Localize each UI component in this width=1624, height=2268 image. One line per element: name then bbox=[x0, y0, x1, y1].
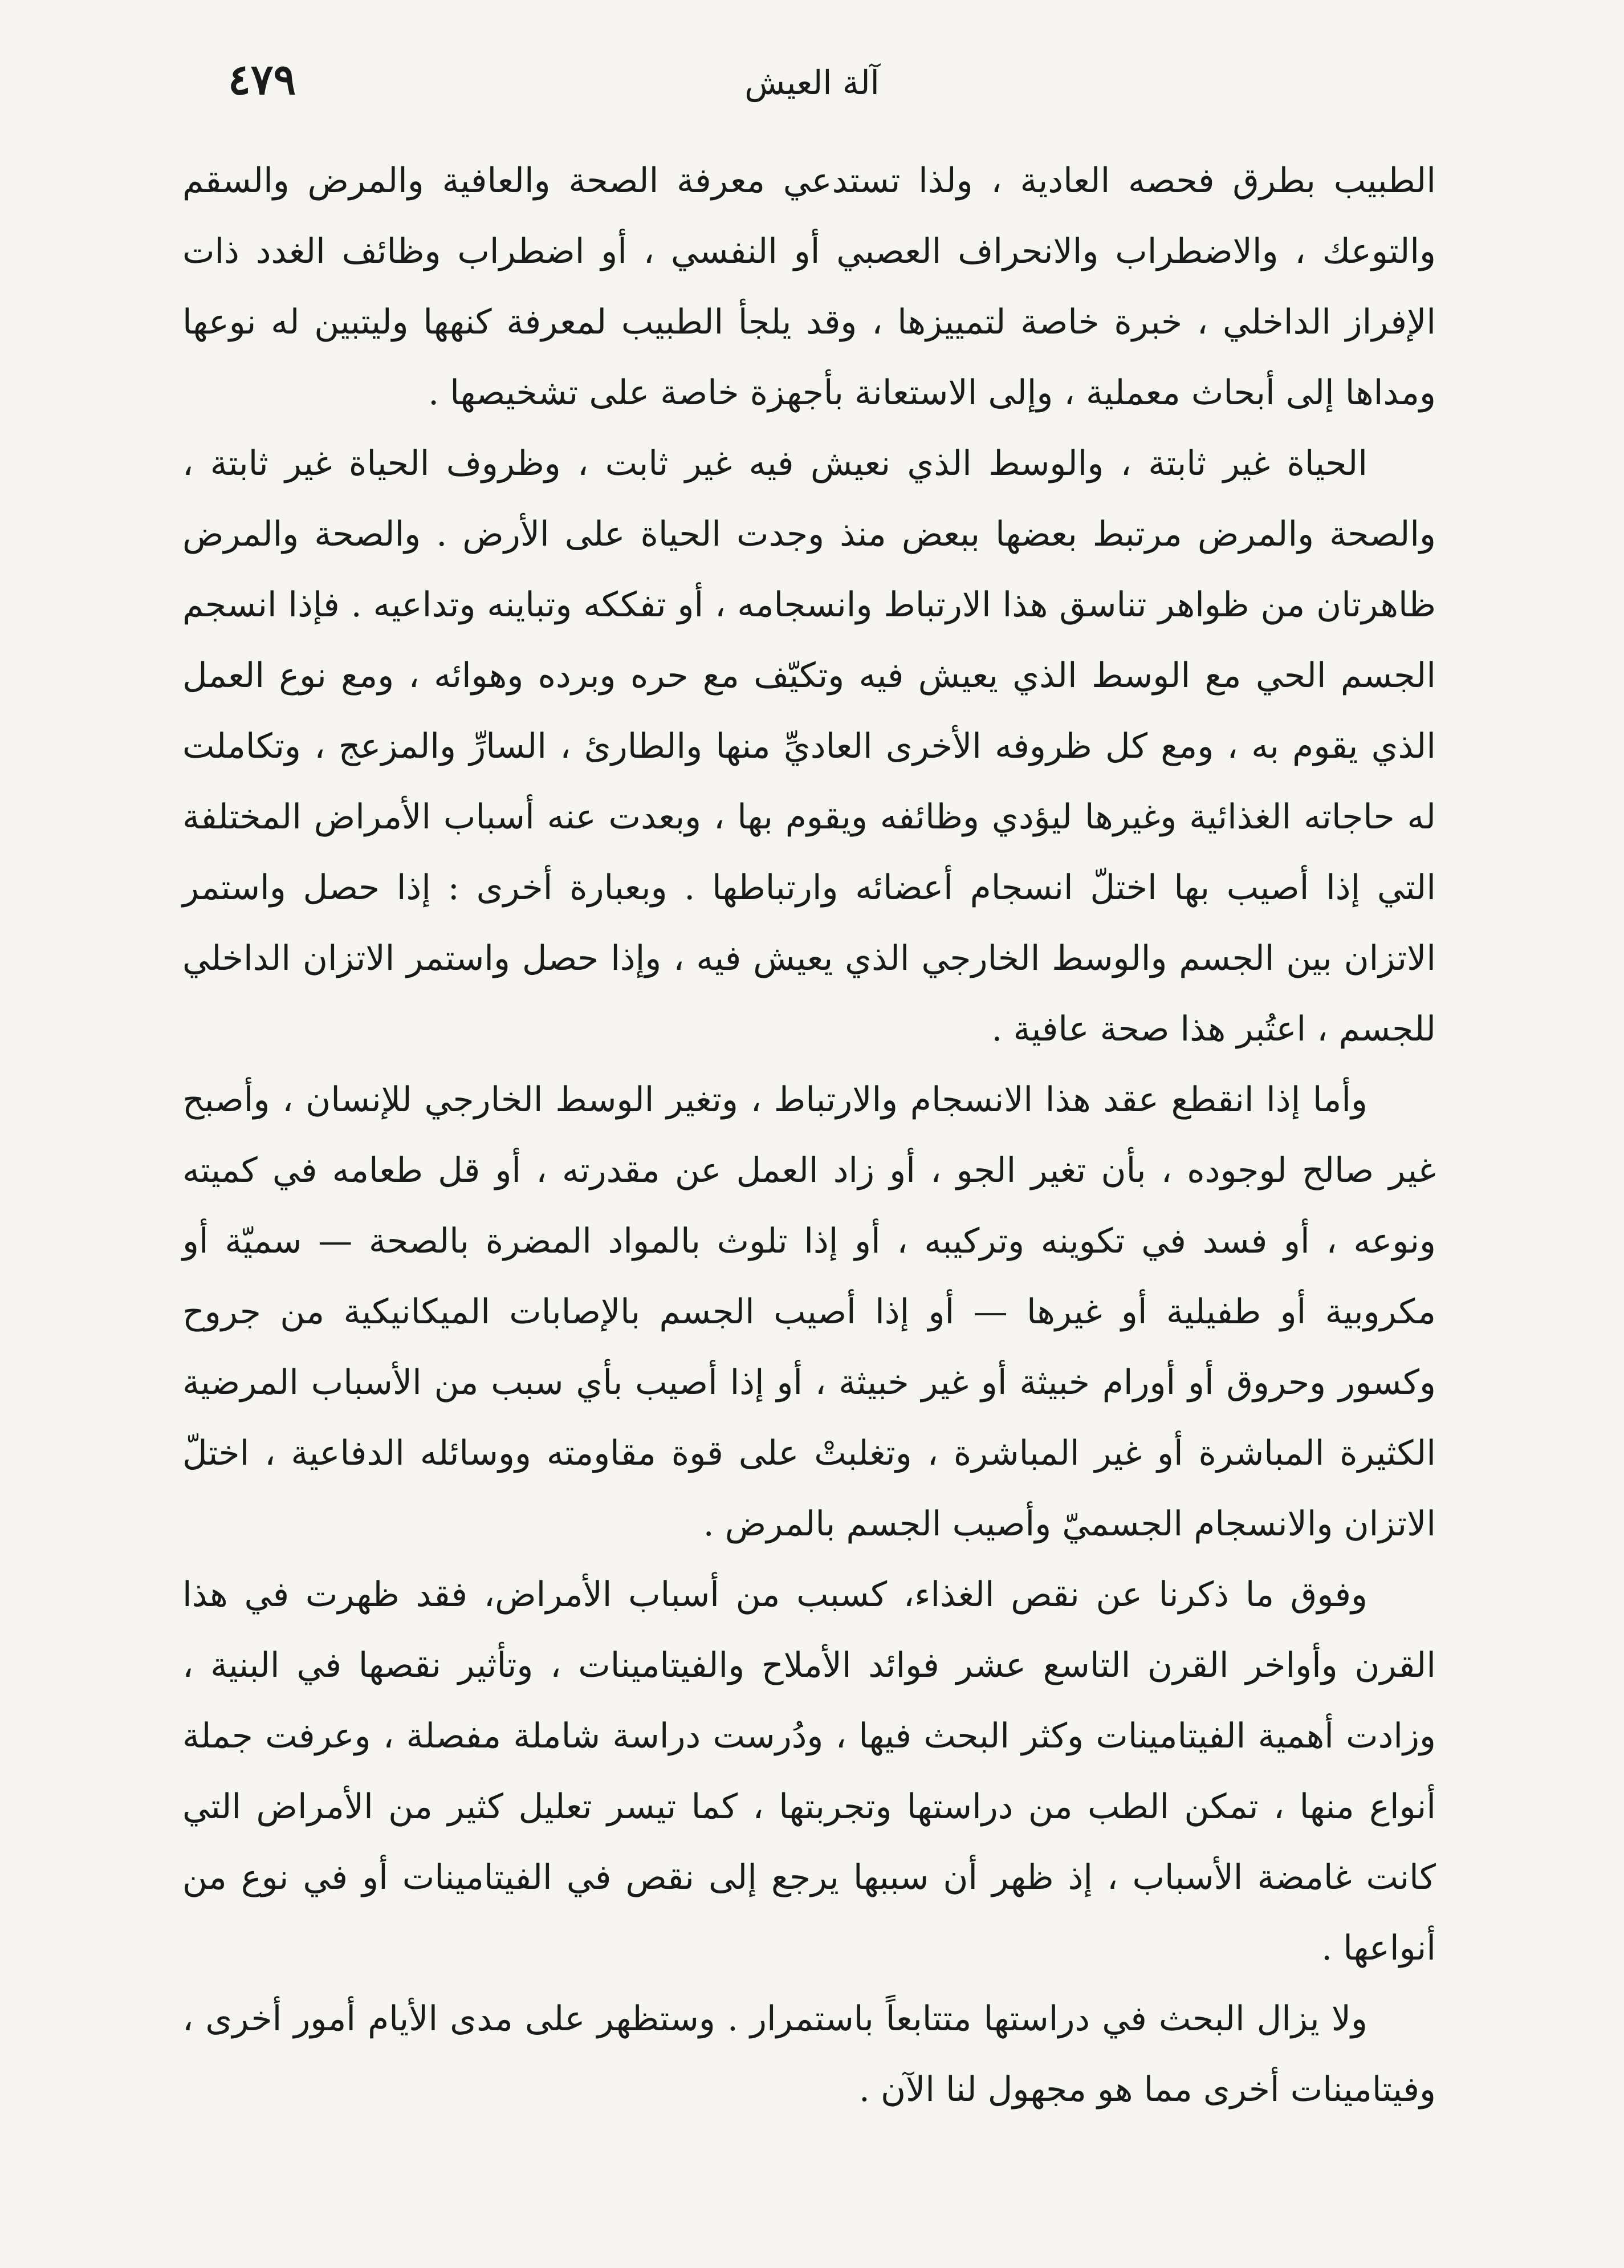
body-text bbox=[182, 145, 1436, 2125]
paragraph-continuation: الطبيب بطرق فحصه العادية ، ولذا تستدعي معرفة الصحة والعافية والمرض والسقم والتوعك ، والاضطراب والانحراف العصبي أو النفسي ، أو اضطراب وظائف الغدد ذات الإفراز الداخلي ، خبرة خاصة لتمييزها ، وقد يلجأ الطبيب لمعرفة كنهها وليتبين له نوعها ومداها إلى أبحاث معملية ، وإلى الاستعانة بأجهزة خاصة على تشخيصها . bbox=[182, 161, 1436, 413]
running-title: آلة العيش bbox=[744, 63, 880, 102]
paragraph-vitamins: وفوق ما ذكرنا عن نقص الغذاء، كسبب من أسباب الأمراض، فقد ظهرت في هذا القرن وأواخر القرن التاسع عشر فوائد الأملاح والفيتامينات ، وتأثير نقصها في البنية ، وزادت أهمية الفيتامينات وكثر البحث فيها ، ودُرست دراسة شاملة مفصلة ، وعرفت جملة أنواع منها ، تمكن الطب من دراستها وتجربتها ، كما تيسر تعليل كثير من الأمراض التي كانت غامضة الأسباب ، إذ ظهر أن سببها يرجع إلى نقص في الفيتامينات أو في نوع من أنواعها . bbox=[182, 1575, 1436, 1968]
running-header bbox=[188, 55, 1436, 128]
page-number: ٤٧٩ bbox=[228, 55, 296, 104]
paragraph-causes-of-disease: وأما إذا انقطع عقد هذا الانسجام والارتباط ، وتغير الوسط الخارجي للإنسان ، وأصبح غير صالح لوجوده ، بأن تغير الجو ، أو زاد العمل عن مقدرته ، أو قل طعامه في كميته ونوعه ، أو فسد في تكوينه وتركيبه ، أو إذا تلوث بالمواد المضرة بالصحة — سميّة أو مكروبية أو طفيلية أو غيرها — أو إذا أصيب الجسم بالإصابات الميكانيكية من جروح وكسور وحروق أو أورام خبيثة أو غير خبيثة ، أو إذا أصيب بأي سبب من الأسباب المرضية الكثيرة المباشرة أو غير المباشرة ، وتغلبتْ على قوة مقاومته ووسائله الدفاعية ، اختلّ الاتزان والانسجام الجسميّ وأصيب الجسم بالمرض . bbox=[182, 1080, 1436, 1544]
paragraph-ongoing-research: ولا يزال البحث في دراستها متتابعاً باستمرار . وستظهر على مدى الأيام أمور أخرى ، وفيتامينات أخرى مما هو مجهول لنا الآن . bbox=[182, 1999, 1436, 2110]
paragraph-health-and-disease: الحياة غير ثابتة ، والوسط الذي نعيش فيه غير ثابت ، وظروف الحياة غير ثابتة ، والصحة والمرض مرتبط بعضها ببعض منذ وجدت الحياة على الأرض . والصحة والمرض ظاهرتان من ظواهر تناسق هذا الارتباط وانسجامه ، أو تفككه وتباينه وتداعيه . فإذا انسجم الجسم الحي مع الوسط الذي يعيش فيه وتكيّف مع حره وبرده وهوائه ، ومع نوع العمل الذي يقوم به ، ومع كل ظروفه الأخرى العاديِّ منها والطارئ ، السارِّ والمزعج ، وتكاملت له حاجاته الغذائية وغيرها ليؤدي وظائفه ويقوم بها ، وبعدت عنه أسباب الأمراض المختلفة التي إذا أصيب بها اختلّ انسجام أعضائه وارتباطها . وبعبارة أخرى : إذا حصل واستمر الاتزان بين الجسم والوسط الخارجي الذي يعيش فيه ، وإذا حصل واستمر الاتزان الداخلي للجسم ، اعتُبر هذا صحة عافية . bbox=[182, 444, 1436, 1049]
